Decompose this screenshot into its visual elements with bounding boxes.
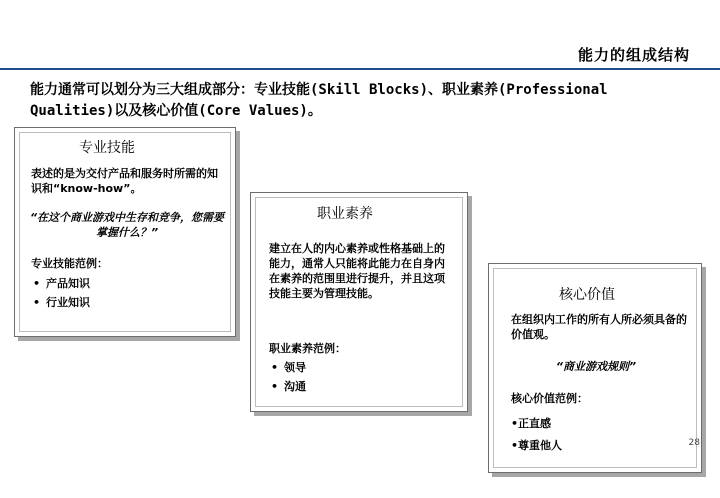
qualities-card-examples-label: 职业素养范例：: [269, 342, 346, 355]
page-number: 28: [688, 438, 700, 448]
qualities-card-examples: [271, 360, 306, 394]
skills-card-examples-label: 专业技能范例：: [31, 257, 108, 270]
values-card: [488, 263, 702, 473]
skills-example-item: • 行业知识: [33, 295, 90, 310]
skills-card-examples: [33, 276, 90, 310]
skills-card: [14, 127, 236, 337]
qualities-example-item: • 沟通: [271, 379, 306, 394]
qualities-card-title: 职业素养: [317, 206, 373, 222]
values-card-examples-label: 核心价值范例：: [511, 392, 588, 405]
skills-example-item: • 产品知识: [33, 276, 90, 291]
title-rule: [0, 68, 720, 70]
intro-text: 能力通常可以划分为三大组成部分：专业技能(Skill Blocks)、职业素养(Professional Qualities)以及核心价值(Core Values)。: [30, 82, 608, 119]
skills-card-description: 表述的是为交付产品和服务时所需的知识和“know-how”。: [31, 167, 218, 195]
qualities-card: [250, 192, 468, 412]
qualities-card-description: 建立在人的内心素养或性格基础上的能力，通常人只能将此能力在自身内在素养的范围里进行提升，并且这项技能主要为管理技能。: [269, 242, 445, 300]
values-example-item: •正直感: [511, 417, 552, 430]
skills-card-quote: “在这个商业游戏中生存和竞争，您需要掌握什么？”: [29, 211, 225, 239]
values-card-title: 核心价值: [559, 287, 615, 303]
slide-title: 能力的组成结构: [577, 46, 690, 64]
values-card-description: 在组织内工作的所有人所必须具备的价值观。: [511, 313, 687, 341]
skills-card-title: 专业技能: [79, 140, 135, 156]
values-card-quote: “商业游戏规则”: [555, 360, 637, 373]
qualities-example-item: • 领导: [271, 360, 306, 375]
values-example-item: •尊重他人: [511, 439, 563, 452]
